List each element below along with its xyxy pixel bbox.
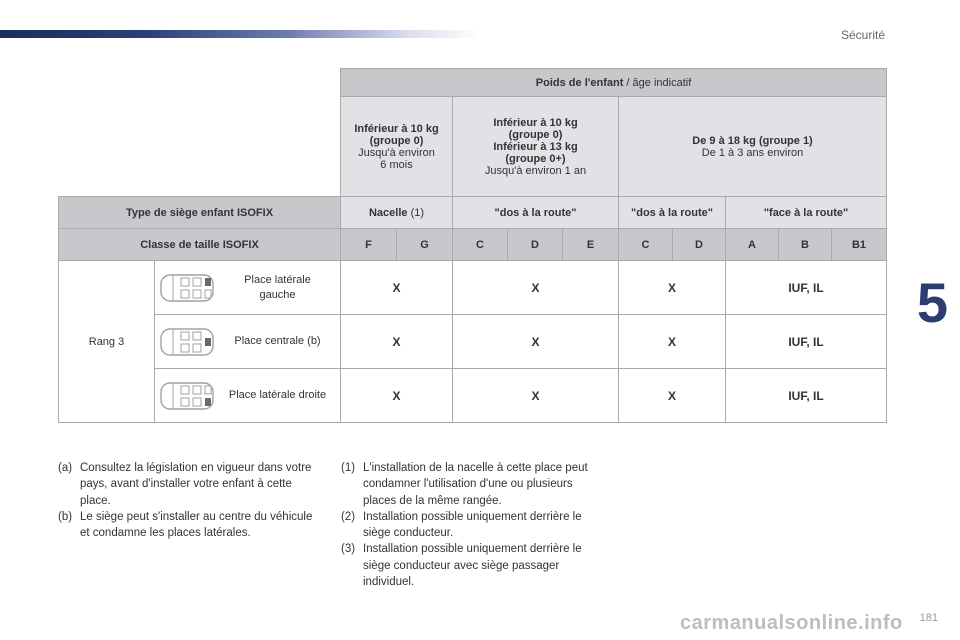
compat-cell: X — [341, 315, 453, 369]
car-seat-right-icon — [159, 381, 215, 411]
type-dos-1: "dos à la route" — [453, 197, 619, 229]
group-b-cell: Inférieur à 10 kg (groupe 0) Inférieur à 13 kg (groupe 0+) Jusqu'à environ 1 an — [453, 97, 619, 197]
page-number: 181 — [919, 612, 938, 624]
seat-row-label: Place latérale droite — [155, 369, 341, 423]
type-label: Type de siège enfant ISOFIX — [59, 197, 341, 229]
watermark-text: carmanualsonline.info — [680, 612, 903, 634]
car-seat-left-icon — [159, 273, 215, 303]
class-cell: A — [726, 229, 779, 261]
class-cell: F — [341, 229, 397, 261]
header-gradient-bar — [0, 30, 480, 38]
class-cell: E — [563, 229, 619, 261]
type-dos-2: "dos à la route" — [619, 197, 726, 229]
class-cell: D — [673, 229, 726, 261]
note-item: (3) Installation possible uniquement derrière le siège conducteur avec siège passager individuel. — [341, 543, 582, 589]
notes-right — [341, 460, 606, 590]
compat-cell: IUF, IL — [726, 261, 887, 315]
chapter-number: 5 — [916, 271, 948, 334]
section-title: Sécurité — [840, 28, 885, 42]
compat-cell: X — [453, 369, 619, 423]
compat-cell: X — [453, 261, 619, 315]
group-a-cell: Inférieur à 10 kg (groupe 0) Jusqu'à environ 6 mois — [341, 97, 453, 197]
compat-cell: X — [619, 261, 726, 315]
compat-cell: X — [619, 369, 726, 423]
note-item: (2) Installation possible uniquement derrière le siège conducteur. — [341, 510, 582, 540]
class-cell: C — [619, 229, 673, 261]
class-label: Classe de taille ISOFIX — [59, 229, 341, 261]
class-cell: D — [508, 229, 563, 261]
seat-row-label: Place centrale (b) — [155, 315, 341, 369]
class-cell: B1 — [832, 229, 887, 261]
weight-header: Poids de l'enfant / âge indicatif — [341, 69, 887, 97]
seat-row-label: Place latérale gauche — [155, 261, 341, 315]
rank-label: Rang 3 — [59, 261, 155, 423]
compat-cell: X — [341, 369, 453, 423]
chapter-tab — [912, 268, 960, 338]
group-c-cell: De 9 à 18 kg (groupe 1) De 1 à 3 ans environ — [619, 97, 887, 197]
note-item: (a) Consultez la législation en vigueur dans votre pays, avant d'installer votre enfant à cette place. — [58, 462, 312, 507]
class-cell: G — [397, 229, 453, 261]
type-face: "face à la route" — [726, 197, 887, 229]
compat-cell: IUF, IL — [726, 369, 887, 423]
class-cell: C — [453, 229, 508, 261]
isofix-table — [58, 68, 887, 423]
compat-cell: IUF, IL — [726, 315, 887, 369]
notes-left — [58, 460, 320, 541]
type-nacelle: Nacelle (1) — [341, 197, 453, 229]
compat-cell: X — [341, 261, 453, 315]
car-seat-center-icon — [159, 327, 215, 357]
note-item: (1) L'installation de la nacelle à cette place peut condamner l'utilisation d'une ou plusieurs places de la même rangée. — [341, 462, 588, 507]
compat-cell: X — [619, 315, 726, 369]
compat-cell: X — [453, 315, 619, 369]
note-item: (b) Le siège peut s'installer au centre du véhicule et condamne les places latérales. — [58, 510, 313, 540]
class-cell: B — [779, 229, 832, 261]
